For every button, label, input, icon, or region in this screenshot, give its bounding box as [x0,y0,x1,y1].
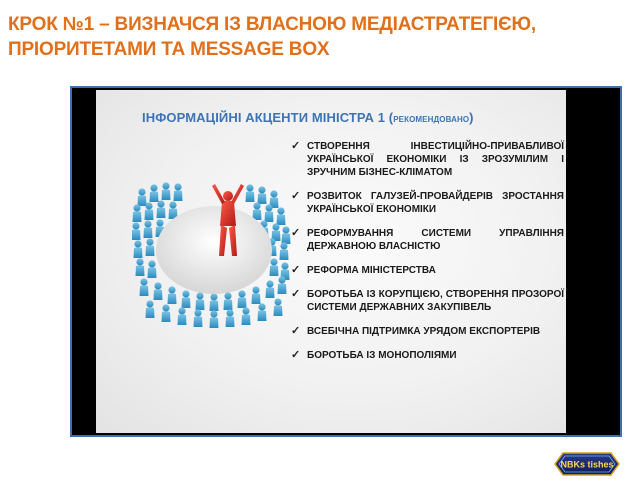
checkmark-icon: ✓ [291,190,301,202]
checkmark-icon: ✓ [291,349,301,361]
list-item [289,288,564,314]
slide-title: КРОК №1 – ВИЗНАЧСЯ ІЗ ВЛАСНОЮ МЕДІАСТРАТЕГІЄЮ, ПРІОРИТЕТАМИ ТА MESSAGE BOX [8,14,536,60]
badge-logo-icon [553,451,621,477]
list-item-text: ВСЕБІЧНА ПІДТРИМКА УРЯДОМ ЕКСПОРТЕРІВ [307,326,541,337]
embedded-screenshot-frame [70,86,622,437]
crowd-with-leader-illustration [132,178,292,328]
list-item [289,264,564,277]
embedded-title-open-paren: ( [388,110,394,125]
checkmark-icon: ✓ [291,264,301,276]
list-item-text: РОЗВИТОК ГАЛУЗЕЙ-ПРОВАЙДЕРІВ ЗРОСТАННЯ УКРАЇНСЬКОЇ ЕКОНОМІКИ [307,191,564,215]
checkmark-icon: ✓ [291,227,301,239]
checkmark-icon: ✓ [291,140,301,152]
list-item-text: СТВОРЕННЯ ІНВЕСТИЦІЙНО-ПРИВАБЛИВОЇ УКРАЇНСЬКОЇ ЕКОНОМІКИ ІЗ ЗРОЗУМІЛИМ І ЗРУЧНИМ БІЗНЕС-КЛІМАТОМ [307,141,564,178]
list-item-text: БОРОТЬБА ІЗ МОНОПОЛІЯМИ [307,350,457,361]
list-item [289,190,564,216]
list-item [289,140,564,179]
checkmark-icon: ✓ [291,288,301,300]
priority-list [289,140,564,373]
embedded-slide-title [142,110,474,125]
embedded-slide [96,90,566,433]
embedded-title-note: РЕКОМЕНДОВАНО [393,115,470,124]
list-item [289,349,564,362]
list-item-text: РЕФОРМА МІНІСТЕРСТВА [307,265,436,276]
checkmark-icon: ✓ [291,325,301,337]
embedded-title-main: ІНФОРМАЦІЙНІ АКЦЕНТИ МІНІСТРА 1 [142,110,386,125]
list-item-text: РЕФОРМУВАННЯ СИСТЕМИ УПРАВЛІННЯ ДЕРЖАВНОЮ ВЛАСНІСТЮ [307,228,564,252]
podium-disc [156,206,272,294]
list-item [289,227,564,253]
embedded-title-close-paren: ) [469,110,474,125]
logo-text: NBKs tishes [560,459,614,470]
list-item [289,325,564,338]
list-item-text: БОРОТЬБА ІЗ КОРУПЦІЄЮ, СТВОРЕННЯ ПРОЗОРОЇ СИСТЕМИ ДЕРЖАВНИХ ЗАКУПІВЕЛЬ [307,289,564,313]
